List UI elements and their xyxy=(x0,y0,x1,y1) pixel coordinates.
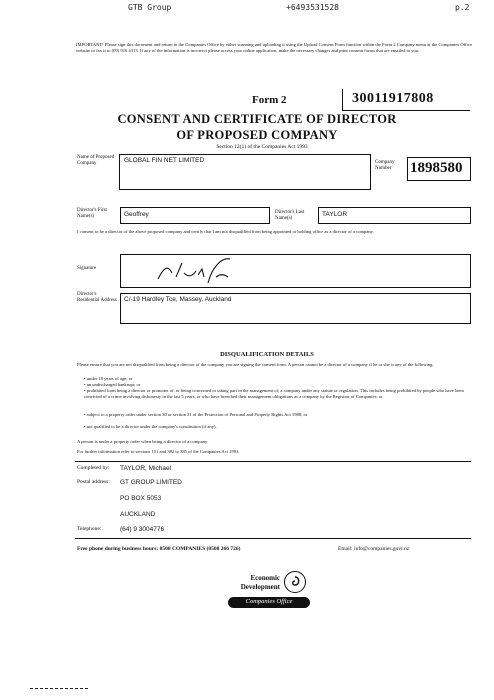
instructions-text: IMPORTANT! Please sign this document and return to the Companies Office by either scanning and uploading it using the Upload Consent Form function within the Form 2 Company menu at the Companies Office website or fax it to (09) 916 4313. If any of the information is incorrect please access your online application, make the necessary changes and print consent forms that are emailed to you. xyxy=(76,42,472,53)
postal-address-line: GT GROUP LIMITED xyxy=(120,479,182,486)
reference-number: 30011917808 xyxy=(352,91,434,106)
company-number-label: Company Number xyxy=(375,160,395,171)
contact-top-divider xyxy=(75,461,471,462)
company-name-value: GLOBAL FIN NET LIMITED xyxy=(124,157,205,164)
director-first-name-label: Director's First Name(s) xyxy=(77,208,107,219)
fax-page: p.2 xyxy=(455,3,470,12)
director-last-name-label: Director's Last Name(s) xyxy=(275,210,305,221)
director-last-name-value: TAYLOR xyxy=(322,211,348,218)
telephone-label: Telephone: xyxy=(77,526,102,532)
disqualification-item: • under 18 years of age; or xyxy=(84,376,133,381)
director-first-name-value: Geoffrey xyxy=(124,211,149,218)
email-text[interactable]: Email: info@companies.govt.nz xyxy=(338,546,410,552)
form-title-line1: CONSENT AND CERTIFICATE OF DIRECTOR xyxy=(117,112,397,126)
disqualification-item: • prohibited from being a director or promoter of, or being concerned or taking part in the management of, a company under any statute or regulation. This includes being prohibited by people who have been convicted of a crime involving dishonesty in the last 5 years, or who have breached their management obligations as a company by the Registrar of Companies; or xyxy=(84,388,464,399)
postal-address-line: PO BOX 5053 xyxy=(120,495,162,502)
postal-address-label: Postal address: xyxy=(77,479,110,485)
form-label: Form 2 xyxy=(252,94,287,106)
completed-by-label: Completed by: xyxy=(77,465,110,471)
disqualification-item: • an undischarged bankrupt; or xyxy=(84,382,141,387)
consent-statement: I consent to be a director of the above proposed company and certify that I am not disqualified from being appointed or holding office as a director of a company. xyxy=(77,229,374,234)
signature-scribble xyxy=(150,255,260,287)
logo-text-line2: Development xyxy=(240,583,280,591)
completed-by-value: TAYLOR, Michael xyxy=(120,465,172,472)
form-section: Section 12(1) of the Companies Act 1993 xyxy=(216,144,308,150)
company-name-label: Name of Proposed Company xyxy=(77,155,115,166)
logo-text-line1: Economic xyxy=(250,574,280,582)
fax-number: +6493531528 xyxy=(286,3,339,12)
telephone-value: (64) 9 3004776 xyxy=(120,526,165,533)
scan-mark xyxy=(30,688,88,689)
contact-bottom-divider xyxy=(75,538,471,539)
disqualification-item: • subject to a property order under section 30 or section 31 of the Protection of Personal and Property Rights Act 1988; or xyxy=(84,412,308,417)
fax-sender: GTB Group xyxy=(128,3,172,12)
companies-office-badge-text: Companies Office xyxy=(245,598,293,605)
residential-address-label: Director's Residential Address xyxy=(77,292,117,303)
residential-address-value: C/-19 Hardley Tce, Massey, Auckland xyxy=(124,296,232,303)
disqualification-note: A person is under a property order when being a director of a company xyxy=(77,439,208,444)
company-number-value: 1898580 xyxy=(410,160,463,176)
further-information: For further information refer to sections 151 and 382 to 385 of the Companies Act 1993. xyxy=(77,449,240,454)
postal-address-line: AUCKLAND xyxy=(120,511,156,518)
free-phone-text: Free phone during business hours: 0508 COMPANIES (0508 266 726) xyxy=(77,546,241,552)
signature-label: Signature xyxy=(77,266,97,271)
disqualification-intro: Please ensure that you are not disqualified from being a director of the company you are signing the consent form. A person cannot be a director of a company if he or she is any of the following: xyxy=(77,362,434,367)
fern-swirl-icon xyxy=(288,575,302,589)
disqualification-item: • not qualified to be a director under the company's constitution (if any). xyxy=(84,424,217,429)
disqualification-heading: DISQUALIFICATION DETAILS xyxy=(220,351,314,358)
form-title-line2: OF PROPOSED COMPANY xyxy=(176,128,338,142)
